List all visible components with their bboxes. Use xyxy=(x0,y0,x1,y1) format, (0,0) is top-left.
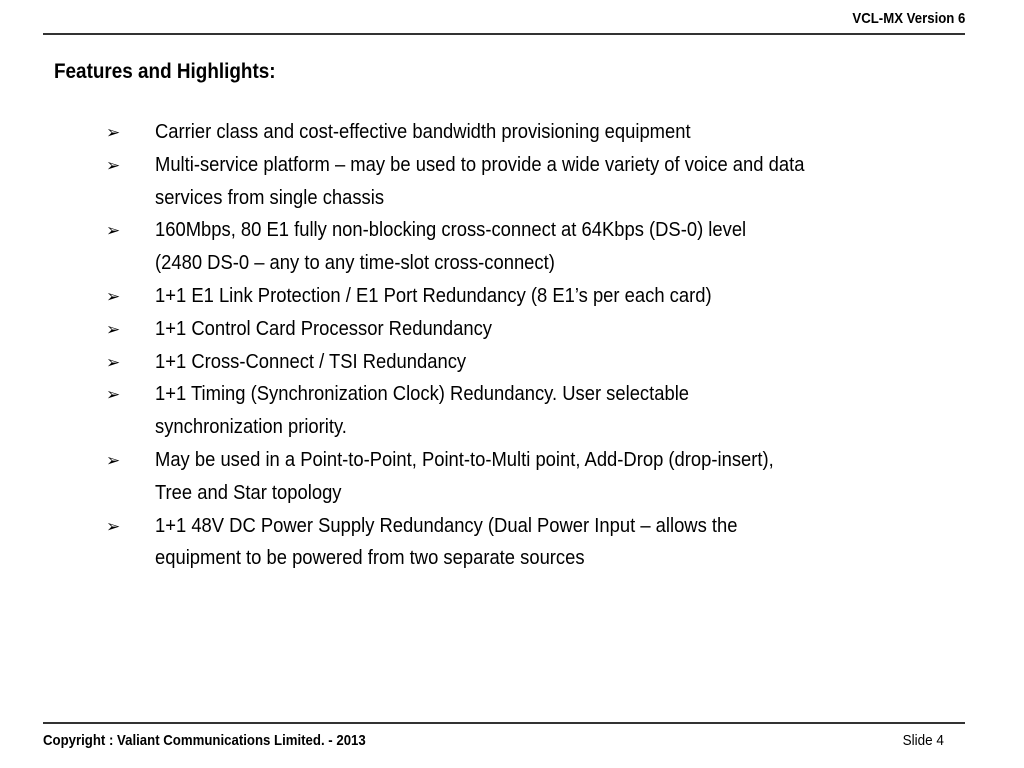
list-item xyxy=(0,510,1024,576)
copyright-text: Copyright : Valiant Communications Limited. - 2013 xyxy=(43,732,366,749)
list-item-text: Carrier class and cost-effective bandwidth provisioning equipment xyxy=(155,121,691,143)
list-item-text: Tree and Star topology xyxy=(155,481,342,504)
header-divider xyxy=(43,33,965,35)
arrow-bullet-icon: ➢ xyxy=(106,352,121,372)
list-item-text: Multi-service platform – may be used to provide a wide variety of voice and data xyxy=(155,153,805,176)
arrow-bullet-icon: ➢ xyxy=(106,385,121,405)
header-title: VCL-MX Version 6 xyxy=(852,10,965,27)
list-item xyxy=(0,346,1024,379)
list-item-text: 160Mbps, 80 E1 fully non-blocking cross-connect at 64Kbps (DS-0) level xyxy=(155,219,747,242)
list-item-text: (2480 DS-0 – any to any time-slot cross-connect) xyxy=(155,252,555,275)
arrow-bullet-icon: ➢ xyxy=(106,319,121,339)
footer-divider xyxy=(43,722,965,724)
list-item xyxy=(0,149,1024,215)
arrow-bullet-icon: ➢ xyxy=(106,450,121,470)
arrow-bullet-icon: ➢ xyxy=(106,221,121,241)
slide-title: Features and Highlights: xyxy=(54,60,276,83)
list-item xyxy=(0,313,1024,346)
arrow-bullet-icon: ➢ xyxy=(106,286,121,306)
list-item-text: services from single chassis xyxy=(155,186,385,209)
list-item xyxy=(0,280,1024,313)
list-item-text: 1+1 48V DC Power Supply Redundancy (Dual Power Input – allows the xyxy=(155,514,738,537)
list-item xyxy=(0,214,1024,280)
list-item-text: May be used in a Point-to-Point, Point-to-Multi point, Add-Drop (drop-insert), xyxy=(155,448,774,471)
list-item-text: 1+1 Cross-Connect / TSI Redundancy xyxy=(155,350,467,373)
arrow-bullet-icon: ➢ xyxy=(106,516,121,536)
list-item-text: 1+1 Control Card Processor Redundancy xyxy=(155,317,493,340)
list-item-text: synchronization priority. xyxy=(155,416,347,439)
list-item-text: 1+1 E1 Link Protection / E1 Port Redundancy (8 E1’s per each card) xyxy=(155,284,712,307)
list-item xyxy=(0,444,1024,510)
arrow-bullet-icon: ➢ xyxy=(106,123,121,142)
list-item-text: 1+1 Timing (Synchronization Clock) Redundancy. User selectable xyxy=(155,383,690,406)
list-item-text: equipment to be powered from two separate sources xyxy=(155,547,585,570)
slide-number: Slide 4 xyxy=(902,732,944,749)
arrow-bullet-icon: ➢ xyxy=(106,155,121,175)
list-item xyxy=(0,116,1024,149)
list-item xyxy=(0,378,1024,444)
feature-list xyxy=(0,116,1024,575)
